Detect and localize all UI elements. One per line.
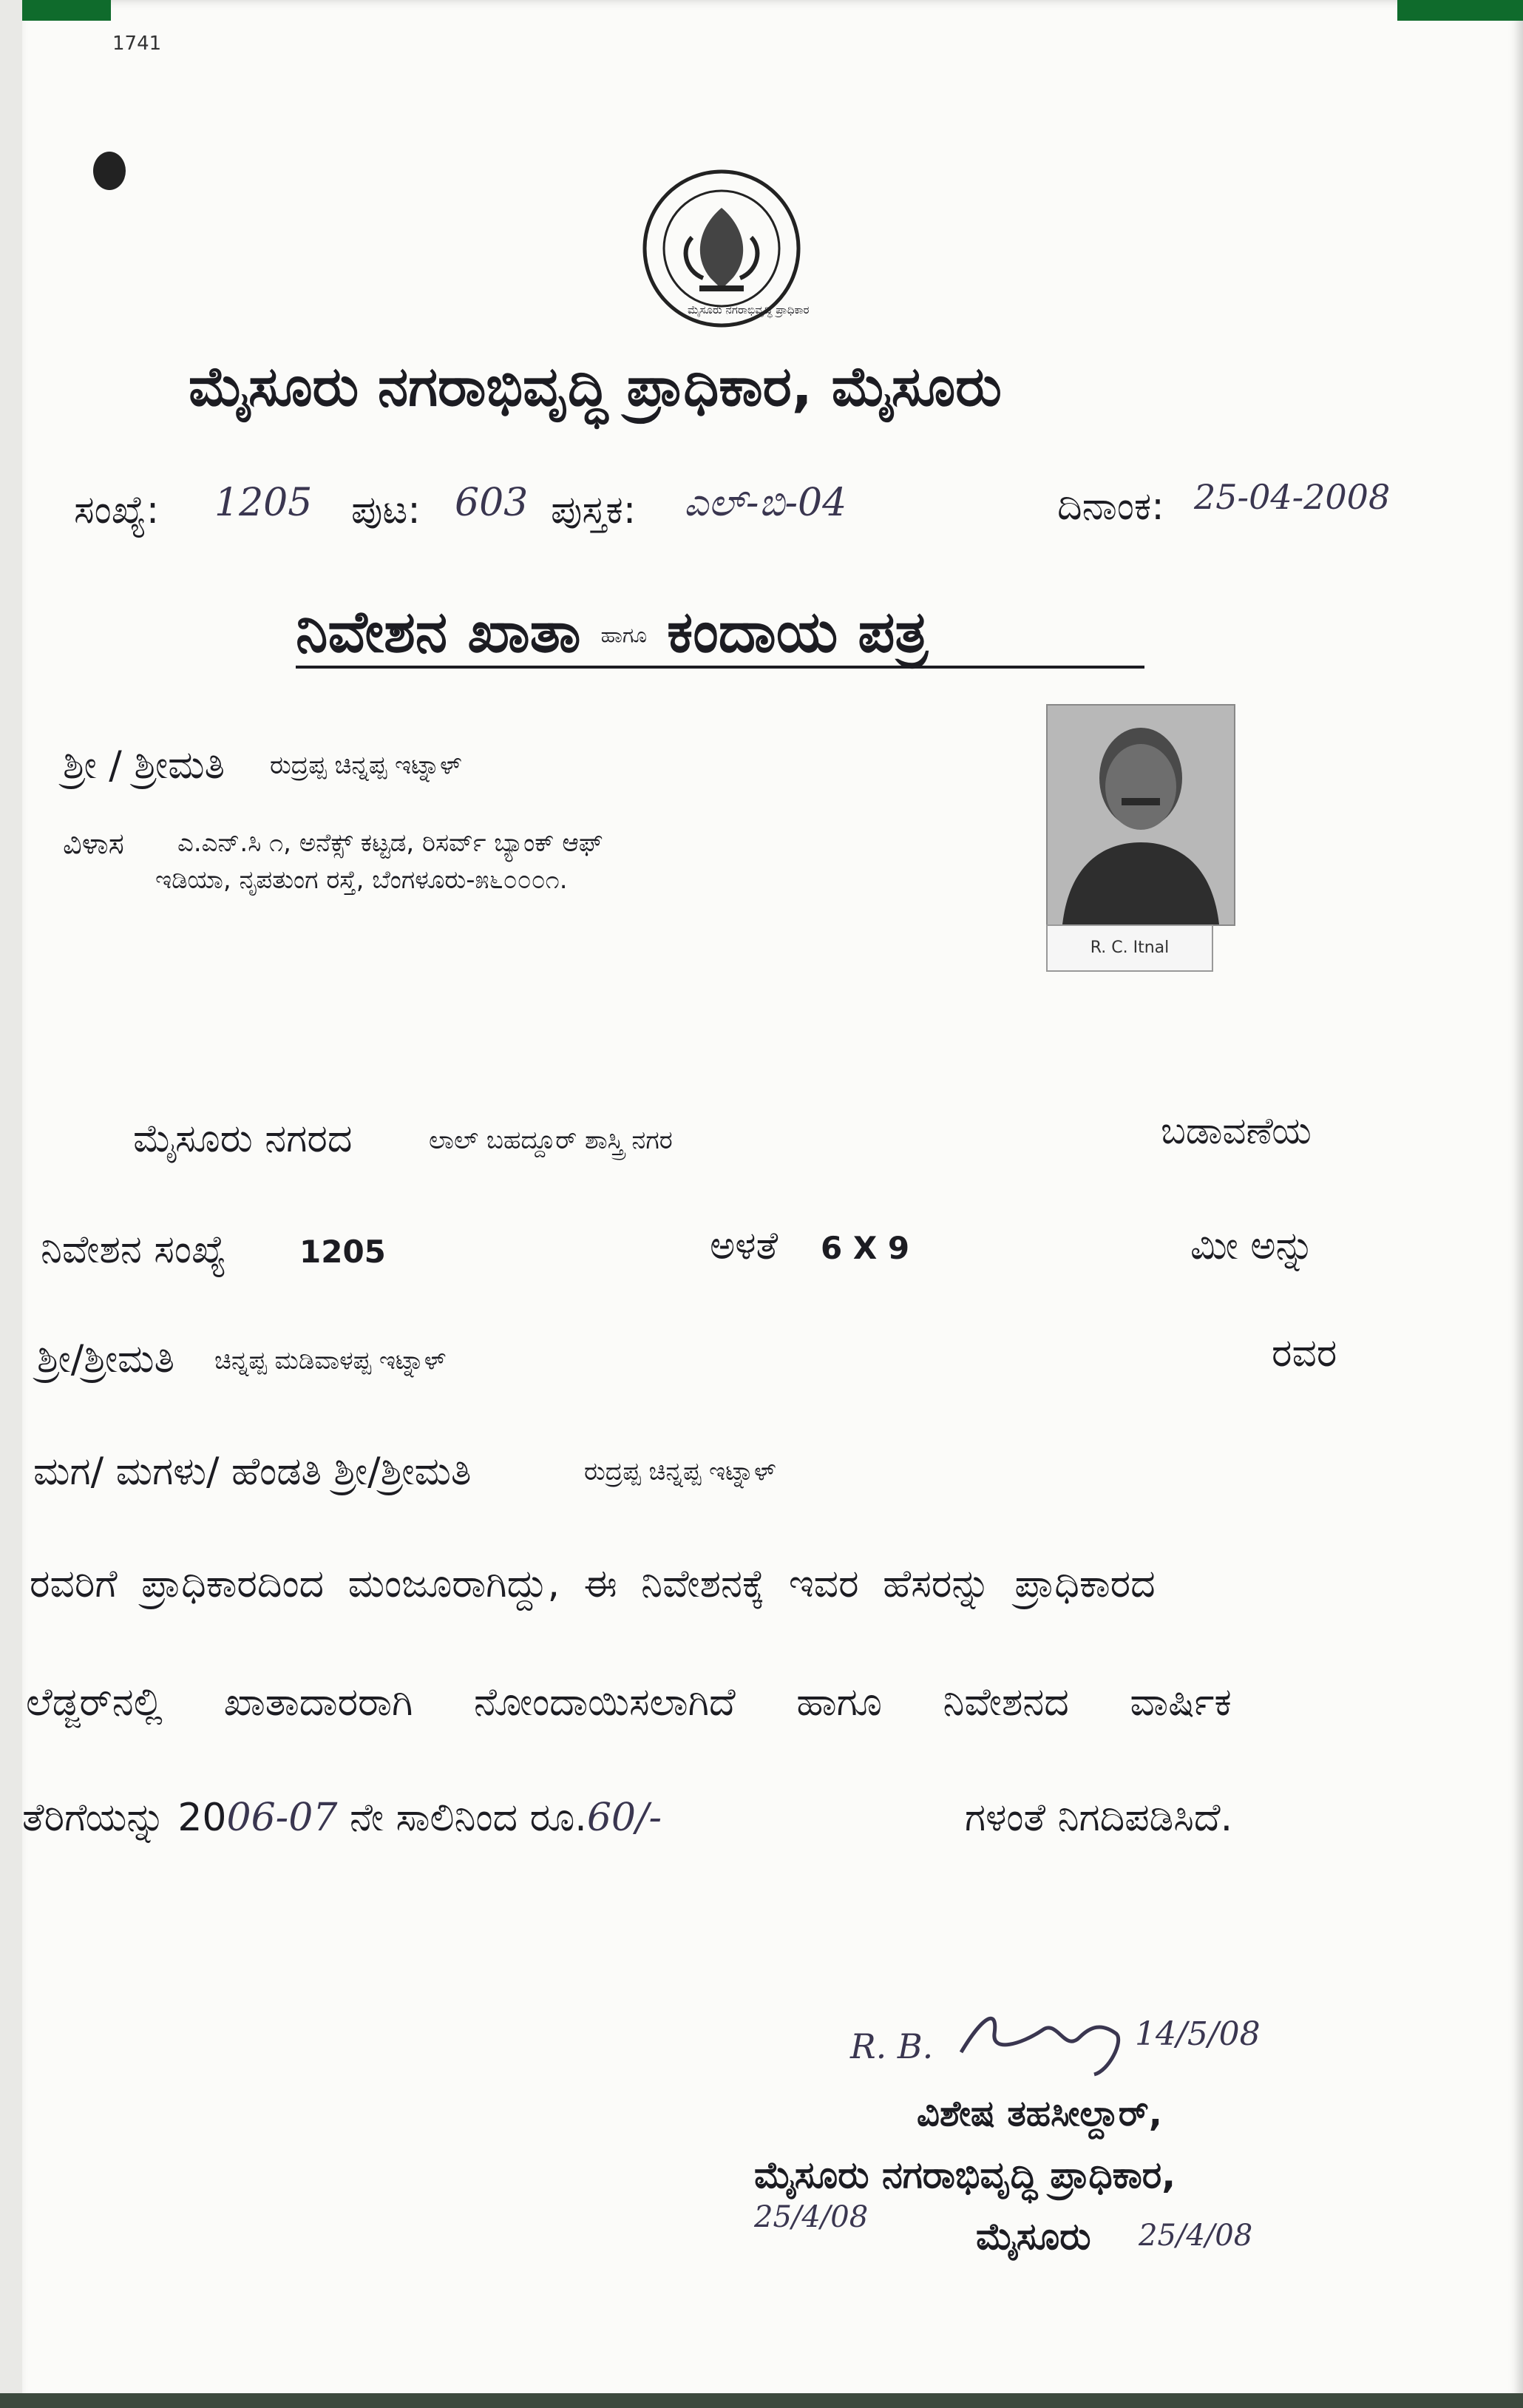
signatory-designation: ವಿಶೇಷ ತಹಸೀಲ್ದಾರ್, (917, 2093, 1162, 2134)
page-serial: 1741 (112, 33, 162, 55)
tax-year: 06-07 (226, 1796, 338, 1840)
number-label: ಸಂಖ್ಯೆ: (74, 488, 160, 532)
body-paragraph-line-1: ರವರಿಗೆ ಪ್ರಾಧಿಕಾರದಿಂದ ಮಂಜೂರಾಗಿದ್ದು, ಈ ನಿವೇಶನಕ್ಕೆ ಇವರ ಹೆಸರನ್ನು ಪ್ರಾಧಿಕಾರದ (30, 1562, 1156, 1606)
right-handwritten-date: 25/4/08 (1139, 2219, 1253, 2253)
city-text: ಮೈಸೂರು ನಗರದ (133, 1117, 353, 1161)
page-label: ಪುಟ: (351, 488, 421, 532)
dimension-value: 6 X 9 (821, 1230, 910, 1266)
father-name: ಚಿನ್ನಪ್ಪ ಮಡಿವಾಳಪ್ಪ ಇಟ್ನಾಳ್ (214, 1346, 447, 1376)
address-line-1: ಎ.ಎನ್.ಸಿ ೧, ಅನೆಕ್ಸ್ ಕಟ್ಟಡ, ರಿಸರ್ವ್ ಬ್ಯಾಂಕ್ ಆಫ್ (177, 828, 603, 858)
unit-text: ಮೀ ಅನ್ನು (1190, 1224, 1315, 1268)
tax-text-start: ತೆರಿಗೆಯನ್ನು 20 (22, 1796, 227, 1840)
layout-name: ಲಾಲ್ ಬಹದ್ದೂರ್ ಶಾಸ್ತ್ರಿ ನಗರ (429, 1126, 673, 1155)
seal-text: ಮೈಸೂರು ನಗರಾಭಿವೃದ್ಧಿ ಪ್ರಾಧಿಕಾರ (688, 303, 810, 317)
left-handwritten-date: 25/4/08 (754, 2200, 869, 2234)
tax-text-middle: ನೇ ಸಾಲಿನಿಂದ ರೂ. (349, 1796, 587, 1840)
page-value: 603 (455, 481, 529, 525)
tax-text-end: ಗಳಂತೆ ನಿಗದಿಪಡಿಸಿದೆ. (965, 1796, 1233, 1840)
body-paragraph-line-3 (22, 1796, 662, 1841)
number-value: 1205 (214, 481, 313, 525)
layout-suffix: ಬಡಾವಣೆಯ (1161, 1109, 1312, 1152)
green-tape-strip (1397, 0, 1523, 21)
owner-photo (1046, 704, 1235, 926)
dimension-label: ಅಳತೆ (710, 1224, 779, 1268)
book-label: ಪುಸ್ತಕ: (551, 488, 637, 532)
site-number: 1205 (299, 1234, 386, 1270)
relation-label: ಮಗ/ ಮಗಳು/ ಹೆಂಡತಿ ಶ್ರೀ/ಶ್ರೀಮತಿ (33, 1450, 472, 1494)
relation-name: ರುದ್ರಪ್ಪ ಚಿನ್ನಪ್ಪ ಇಟ್ನಾಳ್ (584, 1457, 776, 1487)
site-label: ನಿವೇಶನ ಸಂಖ್ಯೆ (41, 1228, 227, 1272)
photo-signature-label: R. C. Itnal (1046, 924, 1213, 972)
heading-underline (296, 666, 1144, 669)
address-label: ವಿಳಾಸ (63, 827, 124, 861)
owner-name: ರುದ್ರಪ್ಪ ಚಿನ್ನಪ್ಪ ಇಟ್ನಾಳ್ (270, 751, 462, 780)
book-value: ಎಲ್-ಬಿ-04 (684, 481, 847, 525)
date-value: 25-04-2008 (1194, 477, 1391, 517)
signatory-office: ಮೈಸೂರು ನಗರಾಭಿವೃದ್ಧಿ ಪ್ರಾಧಿಕಾರ, (754, 2154, 1176, 2196)
document-title: ಮೈಸೂರು ನಗರಾಭಿವೃದ್ಧಿ ಪ್ರಾಧಿಕಾರ, ಮೈಸೂರು (189, 355, 1002, 419)
heading-left: ನಿವೇಶನ ಖಾತಾ (296, 599, 581, 666)
punch-hole-mark (93, 152, 126, 190)
date-label: ದಿನಾಂಕ: (1057, 484, 1164, 529)
tax-amount: 60/- (586, 1796, 662, 1840)
signature-initials: R. B. (850, 2026, 934, 2066)
father-label: ಶ್ರೀ/ಶ್ರೀಮತಿ (37, 1337, 175, 1381)
ravara-text: ರವರ (1272, 1331, 1337, 1376)
certificate-heading (296, 599, 928, 666)
green-tape-strip (22, 0, 111, 21)
owner-label: ಶ್ರೀ / ಶ್ರೀಮತಿ (63, 743, 225, 788)
heading-right: ಕಂದಾಯ ಪತ್ರ (667, 599, 929, 666)
body-paragraph-line-2: ಲೆಡ್ಜರ್‌ನಲ್ಲಿ ಖಾತಾದಾರರಾಗಿ ನೋಂದಾಯಿಸಲಾಗಿದೆ ಹಾಗೂ ನಿವೇಶನದ ವಾರ್ಷಿಕ (26, 1680, 1232, 1725)
signature-date: 14/5/08 (1135, 2015, 1261, 2053)
signatory-city: ಮೈಸೂರು (976, 2215, 1091, 2258)
heading-mid: ಹಾಗೂ (600, 623, 647, 648)
address-line-2: ಇಡಿಯಾ, ನೃಪತುಂಗ ರಸ್ತೆ, ಬೆಂಗಳೂರು-೫೬೦೦೦೧. (155, 865, 568, 895)
bottom-edge-strip (0, 2393, 1523, 2408)
signature-scribble (954, 2001, 1146, 2082)
